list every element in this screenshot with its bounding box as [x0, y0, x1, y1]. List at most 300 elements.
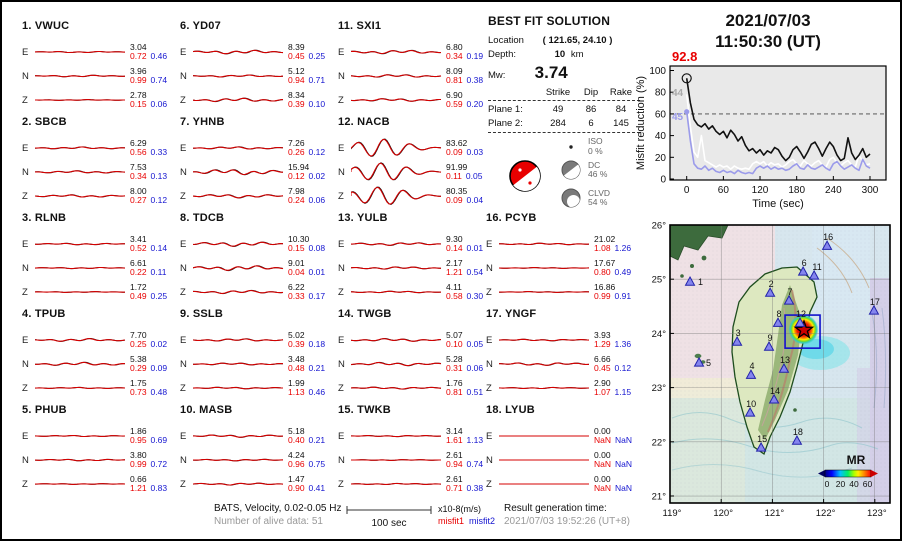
- plane2-rake: 145: [613, 118, 629, 129]
- misfit2-legend: misfit2: [469, 516, 496, 526]
- plane2-dip: 6: [588, 118, 594, 129]
- station-number-label: 17: [869, 296, 880, 307]
- waveform-trace: [193, 63, 285, 89]
- lat-label: 25°: [651, 274, 666, 286]
- component-label: E: [338, 430, 345, 442]
- lat-label: 22°: [651, 437, 666, 449]
- amplitude-misfit-values: 7.53 0.34 0.13: [130, 161, 168, 181]
- amplitude-misfit-values: 4.11 0.58 0.30: [446, 281, 484, 301]
- svg-text:80: 80: [654, 87, 666, 99]
- amplitude-misfit-values: 83.62 0.09 0.03: [446, 137, 484, 157]
- component-label: N: [338, 454, 345, 466]
- component-label: Z: [338, 94, 344, 106]
- event-time: 11:50:30 (UT): [715, 32, 821, 51]
- station-header: 3. RLNB: [22, 212, 67, 224]
- amplitude-misfit-values: 0.66 1.21 0.83: [130, 473, 168, 493]
- amplitude-misfit-values: 5.18 0.40 0.21: [288, 425, 326, 445]
- amplitude-misfit-values: 7.70 0.25 0.02: [130, 329, 168, 349]
- amplitude-misfit-values: 2.90 1.07 1.15: [594, 377, 632, 397]
- component-label: Z: [180, 286, 186, 298]
- amplitude-misfit-values: 1.72 0.49 0.25: [130, 281, 168, 301]
- amplitude-misfit-values: 2.61 0.71 0.38: [446, 473, 484, 493]
- depth-unit: km: [570, 49, 584, 60]
- waveform-trace: [193, 231, 285, 257]
- waveform-trace: [193, 255, 285, 281]
- waveform-row: [22, 328, 180, 352]
- amplitude-misfit-values: 0.00 NaN NaN: [594, 473, 633, 493]
- waveform-trace: [193, 423, 285, 449]
- station-block: [22, 208, 180, 304]
- waveform-row: [180, 328, 338, 352]
- colorbar-title: MR: [846, 453, 866, 467]
- waveform-row: [338, 136, 496, 160]
- waveform-trace: [499, 351, 591, 377]
- component-label: E: [22, 142, 29, 154]
- waveform-trace: [351, 279, 443, 305]
- waveform-trace: [499, 471, 591, 497]
- amplitude-misfit-values: 8.09 0.81 0.38: [446, 65, 484, 85]
- svg-text:300: 300: [861, 185, 879, 196]
- component-label: Z: [22, 382, 28, 394]
- waveform-trace: [351, 255, 443, 281]
- waveform-row: [180, 376, 338, 400]
- event-date: 2021/07/03: [725, 11, 811, 30]
- station-header: 10. MASB: [180, 404, 233, 416]
- station-number-label: 4: [749, 361, 755, 372]
- waveform-row: [180, 256, 338, 280]
- waveform-row: [180, 448, 338, 472]
- waveform-row: [180, 352, 338, 376]
- mw-label: Mw:: [488, 70, 506, 81]
- amplitude-misfit-values: 17.67 0.80 0.49: [594, 257, 632, 277]
- component-label: E: [180, 334, 187, 346]
- station-number-label: 13: [779, 355, 790, 366]
- station-header: 18. LYUB: [486, 404, 535, 416]
- dc-pct: 46 %: [588, 169, 608, 179]
- waveform-row: [338, 256, 496, 280]
- svg-text:60: 60: [717, 185, 729, 196]
- waveform-row: [22, 256, 180, 280]
- station-block: [338, 16, 496, 112]
- component-label: Z: [180, 478, 186, 490]
- waveform-row: [486, 280, 644, 304]
- waveform-trace: [35, 63, 127, 89]
- component-label: Z: [338, 286, 344, 298]
- depth-label: Depth:: [488, 49, 516, 60]
- component-label: N: [338, 262, 345, 274]
- component-label: N: [338, 166, 345, 178]
- svg-text:60: 60: [654, 109, 666, 121]
- waveform-row: [180, 280, 338, 304]
- amplitude-misfit-values: 3.14 1.61 1.13: [446, 425, 484, 445]
- waveform-row: [338, 64, 496, 88]
- waveform-trace: [193, 135, 285, 161]
- station-header: 13. YULB: [338, 212, 388, 224]
- waveform-trace: [351, 87, 443, 113]
- mw-row: [488, 63, 654, 83]
- amplitude-misfit-values: 2.61 0.94 0.74: [446, 449, 484, 469]
- station-block: [486, 400, 644, 496]
- waveform-trace: [499, 231, 591, 257]
- svg-text:0: 0: [683, 185, 690, 196]
- col-dip: Dip: [583, 87, 599, 98]
- waveform-trace: [351, 231, 443, 257]
- component-label: E: [180, 142, 187, 154]
- station-header: 5. PHUB: [22, 404, 67, 416]
- component-label: N: [22, 70, 29, 82]
- station-block: [486, 208, 644, 304]
- waveform-row: [486, 328, 644, 352]
- svg-text:120: 120: [751, 185, 769, 196]
- station-block: [180, 112, 338, 208]
- component-label: Z: [338, 382, 344, 394]
- misfit1-legend: misfit1: [438, 516, 465, 526]
- mechanism-row: [488, 137, 654, 217]
- plane1-row: [488, 104, 640, 115]
- amplitude-misfit-values: 21.02 1.08 1.26: [594, 233, 632, 253]
- waveform-row: [22, 376, 180, 400]
- station-header: 4. TPUB: [22, 308, 66, 320]
- waveform-trace: [193, 471, 285, 497]
- waveform-trace: [35, 255, 127, 281]
- waveform-row: [22, 136, 180, 160]
- waveform-trace: [499, 327, 591, 353]
- amplitude-misfit-values: 5.12 0.94 0.71: [288, 65, 326, 85]
- station-block: [180, 304, 338, 400]
- station-number-label: 9: [767, 333, 773, 344]
- waveform-trace: [35, 87, 127, 113]
- amplitude-misfit-values: 3.04 0.72 0.46: [130, 41, 168, 61]
- colorbar-tick: 40: [849, 479, 859, 489]
- waveform-row: [338, 352, 496, 376]
- svg-text:40: 40: [654, 131, 666, 143]
- amplitude-misfit-values: 80.35 0.09 0.04: [446, 185, 484, 205]
- component-label: N: [486, 358, 493, 370]
- nodal-plane-table: [488, 87, 640, 133]
- component-label: N: [22, 358, 29, 370]
- col-rake: Rake: [609, 87, 633, 98]
- colorbar-tick: 20: [835, 479, 846, 489]
- waveform-trace: [35, 351, 127, 377]
- svg-text:92.8: 92.8: [672, 49, 698, 64]
- waveform-row: [180, 472, 338, 496]
- lat-label: 24°: [651, 328, 666, 340]
- lat-label: 21°: [651, 491, 666, 503]
- waveform-row: [338, 472, 496, 496]
- result-label: Result generation time:: [504, 503, 607, 514]
- svg-text:44: 44: [672, 88, 684, 99]
- station-header: 14. TWGB: [338, 308, 392, 320]
- station-block: [486, 304, 644, 400]
- plane2-label: Plane 2:: [488, 118, 523, 129]
- component-label: Z: [486, 286, 492, 298]
- amplitude-misfit-values: 0.00 NaN NaN: [594, 425, 633, 445]
- waveform-row: [338, 448, 496, 472]
- waveform-trace: [499, 255, 591, 281]
- station-header: 11. SXI1: [338, 20, 382, 32]
- svg-text:20: 20: [654, 152, 666, 164]
- amplitude-misfit-values: 6.90 0.59 0.20: [446, 89, 484, 109]
- amplitude-misfit-values: 3.41 0.52 0.14: [130, 233, 168, 253]
- waveform-row: [22, 352, 180, 376]
- iso-pct: 0 %: [588, 145, 603, 156]
- component-label: Z: [22, 190, 28, 202]
- waveform-trace: [351, 327, 443, 353]
- component-label: N: [180, 166, 187, 178]
- component-label: N: [22, 454, 29, 466]
- component-label: N: [22, 166, 29, 178]
- focal-mechanism-beachball-icon: [504, 155, 546, 197]
- dc-item: [558, 159, 607, 181]
- component-label: E: [180, 238, 187, 250]
- waveform-trace: [193, 87, 285, 113]
- dc-beachball-icon: [560, 159, 582, 181]
- waveform-row: [22, 472, 180, 496]
- waveform-row: [486, 376, 644, 400]
- event-title: [632, 10, 902, 52]
- clvd-item: [558, 187, 610, 209]
- station-number-label: 16: [823, 232, 834, 243]
- waveform-trace: [351, 39, 443, 65]
- station-number-label: 3: [735, 328, 741, 339]
- component-label: Z: [22, 94, 28, 106]
- lat-label: 26°: [651, 220, 666, 232]
- waveform-trace: [35, 447, 127, 473]
- waveform-row: [486, 352, 644, 376]
- filter-info: [214, 502, 341, 528]
- component-label: E: [180, 46, 187, 58]
- amplitude-misfit-values: 1.47 0.90 0.41: [288, 473, 326, 493]
- component-label: N: [180, 262, 187, 274]
- station-header: 1. VWUC: [22, 20, 70, 32]
- waveform-trace: [193, 183, 285, 209]
- amplitude-misfit-values: 91.99 0.11 0.05: [446, 161, 483, 181]
- waveform-trace: [351, 351, 443, 377]
- component-label: Z: [180, 94, 186, 106]
- component-label: Z: [486, 478, 492, 490]
- component-label: N: [486, 454, 493, 466]
- waveform-trace: [351, 375, 443, 401]
- svg-text:100: 100: [649, 66, 666, 77]
- dc-label: DC: [588, 159, 601, 170]
- waveform-row: [338, 40, 496, 64]
- svg-text:240: 240: [824, 185, 842, 196]
- station-block: [22, 304, 180, 400]
- plane2-strike: 284: [550, 118, 566, 129]
- colorbar-tick: 60: [862, 479, 873, 489]
- waveform-trace: [351, 423, 443, 449]
- station-header: 6. YD07: [180, 20, 221, 32]
- station-number-label: 10: [746, 398, 757, 409]
- station-header: 12. NACB: [338, 116, 390, 128]
- waveform-row: [22, 232, 180, 256]
- waveform-row: [22, 64, 180, 88]
- station-number-label: 7: [787, 286, 793, 297]
- waveform-row: [486, 256, 644, 280]
- station-block: [338, 400, 496, 496]
- waveform-row: [486, 424, 644, 448]
- waveform-row: [180, 184, 338, 208]
- amplitude-misfit-values: 9.30 0.14 0.01: [446, 233, 484, 253]
- waveform-trace: [193, 279, 285, 305]
- waveform-row: [22, 280, 180, 304]
- amplitude-misfit-values: 7.26 0.26 0.12: [288, 137, 326, 157]
- amplitude-misfit-values: 5.02 0.39 0.18: [288, 329, 326, 349]
- mw-value: 3.74: [534, 63, 568, 82]
- result-time-block: [504, 502, 630, 528]
- waveform-row: [180, 64, 338, 88]
- waveform-trace: [35, 423, 127, 449]
- component-label: Z: [180, 190, 186, 202]
- location-row: [488, 35, 654, 46]
- filter-line: BATS, Velocity, 0.02-0.05 Hz: [214, 503, 342, 514]
- component-label: Z: [338, 478, 344, 490]
- amplitude-misfit-values: 6.80 0.34 0.19: [446, 41, 484, 61]
- waveform-row: [338, 232, 496, 256]
- component-label: Z: [22, 286, 28, 298]
- waveform-row: [338, 280, 496, 304]
- location-value: ( 121.65, 24.10 ): [542, 35, 613, 46]
- amplitude-misfit-values: 0.00 NaN NaN: [594, 449, 633, 469]
- component-label: N: [338, 358, 345, 370]
- station-header: 8. TDCB: [180, 212, 225, 224]
- component-label: E: [22, 46, 29, 58]
- component-label: E: [338, 334, 345, 346]
- dashed-divider: [488, 100, 640, 101]
- amplitude-misfit-values: 1.86 0.95 0.69: [130, 425, 168, 445]
- waveform-trace: [193, 327, 285, 353]
- station-number-label: 14: [770, 385, 781, 396]
- station-block: [180, 400, 338, 496]
- station-number-label: 11: [812, 261, 822, 272]
- plane1-dip: 86: [585, 104, 597, 115]
- component-label: E: [338, 142, 345, 154]
- station-block: [180, 16, 338, 112]
- waveform-trace: [35, 231, 127, 257]
- waveform-row: [180, 232, 338, 256]
- station-block: [338, 112, 496, 208]
- depth-row: [488, 49, 654, 60]
- colorbar-tick: 0: [824, 479, 830, 489]
- station-block: [180, 208, 338, 304]
- amplitude-misfit-values: 6.22 0.33 0.17: [288, 281, 326, 301]
- scalebar-label: 100 sec: [371, 518, 407, 529]
- waveform-trace: [193, 375, 285, 401]
- lon-label: 120°: [713, 508, 734, 519]
- component-label: Z: [180, 382, 186, 394]
- waveform-row: [338, 160, 496, 184]
- waveform-row: [180, 160, 338, 184]
- lat-label: 23°: [651, 383, 666, 395]
- alive-data-line: Number of alive data: 51: [214, 516, 323, 527]
- amplitude-misfit-values: 8.00 0.27 0.12: [130, 185, 168, 205]
- iso-label: ISO: [588, 136, 603, 146]
- station-block: [22, 400, 180, 496]
- amplitude-misfit-values: 6.29 0.56 0.33: [130, 137, 168, 157]
- svg-text:Time (sec): Time (sec): [752, 198, 804, 210]
- location-label: Location: [488, 35, 524, 46]
- component-label: Z: [22, 478, 28, 490]
- station-number-label: 6: [801, 257, 807, 268]
- waveform-row: [22, 448, 180, 472]
- station-number-label: 2: [768, 279, 774, 290]
- waveform-trace: [35, 159, 127, 185]
- dashed-divider: [488, 132, 640, 133]
- component-label: E: [180, 430, 187, 442]
- iso-item: [558, 137, 603, 156]
- amplitude-misfit-values: 5.38 0.29 0.09: [130, 353, 168, 373]
- lon-label: 119°: [662, 508, 682, 519]
- station-number-label: 15: [757, 433, 768, 444]
- svg-text:45: 45: [672, 112, 684, 123]
- amplitude-misfit-values: 8.39 0.45 0.25: [288, 41, 326, 61]
- component-label: E: [338, 238, 345, 250]
- waveform-trace: [35, 375, 127, 401]
- component-label: E: [338, 46, 345, 58]
- misfit-reduction-chart: [632, 47, 902, 212]
- waveform-trace: [351, 159, 443, 185]
- component-label: N: [486, 262, 493, 274]
- waveform-row: [22, 424, 180, 448]
- result-value: 2021/07/03 19:52:26 (UT+8): [504, 516, 630, 527]
- amplitude-misfit-values: 16.86 0.99 0.91: [594, 281, 632, 301]
- waveform-trace: [499, 423, 591, 449]
- amplitude-misfit-values: 6.61 0.22 0.11: [130, 257, 167, 277]
- amplitude-misfit-values: 2.78 0.15 0.06: [130, 89, 168, 109]
- waveform-trace: [193, 351, 285, 377]
- amplitude-misfit-values: 3.93 1.29 1.36: [594, 329, 632, 349]
- plane2-row: [488, 118, 640, 129]
- station-header: 17. YNGF: [486, 308, 537, 320]
- waveform-trace: [351, 63, 443, 89]
- station-number-label: 12: [796, 309, 807, 320]
- waveform-row: [486, 472, 644, 496]
- waveform-trace: [351, 447, 443, 473]
- clvd-pct: 54 %: [588, 197, 608, 207]
- component-label: N: [180, 70, 187, 82]
- best-fit-title: BEST FIT SOLUTION: [488, 14, 611, 28]
- component-label: E: [486, 334, 493, 346]
- waveform-trace: [499, 279, 591, 305]
- waveform-row: [22, 184, 180, 208]
- svg-text:Misfit reduction (%): Misfit reduction (%): [635, 75, 647, 171]
- waveform-row: [180, 136, 338, 160]
- station-block: [338, 304, 496, 400]
- component-label: E: [486, 238, 493, 250]
- station-header: 16. PCYB: [486, 212, 537, 224]
- plane1-rake: 84: [615, 104, 627, 115]
- amplitude-misfit-values: 4.24 0.96 0.75: [288, 449, 326, 469]
- amplitude-misfit-values: 1.76 0.81 0.51: [446, 377, 484, 397]
- col-strike: Strike: [545, 87, 571, 98]
- waveform-trace: [35, 39, 127, 65]
- time-scalebar: [346, 506, 432, 529]
- clvd-label: CLVD: [588, 187, 611, 198]
- component-label: N: [338, 70, 345, 82]
- waveform-row: [338, 328, 496, 352]
- station-block: [22, 16, 180, 112]
- units-block: [438, 503, 495, 527]
- station-block: [338, 208, 496, 304]
- table-header-row: [488, 87, 640, 98]
- amplitude-misfit-values: 9.01 0.04 0.01: [288, 257, 326, 277]
- waveform-trace: [499, 447, 591, 473]
- station-number-label: 1: [698, 276, 704, 287]
- waveform-trace: [351, 135, 443, 161]
- amplitude-misfit-values: 2.17 1.21 0.54: [446, 257, 484, 277]
- waveform-row: [22, 40, 180, 64]
- station-header: 7. YHNB: [180, 116, 225, 128]
